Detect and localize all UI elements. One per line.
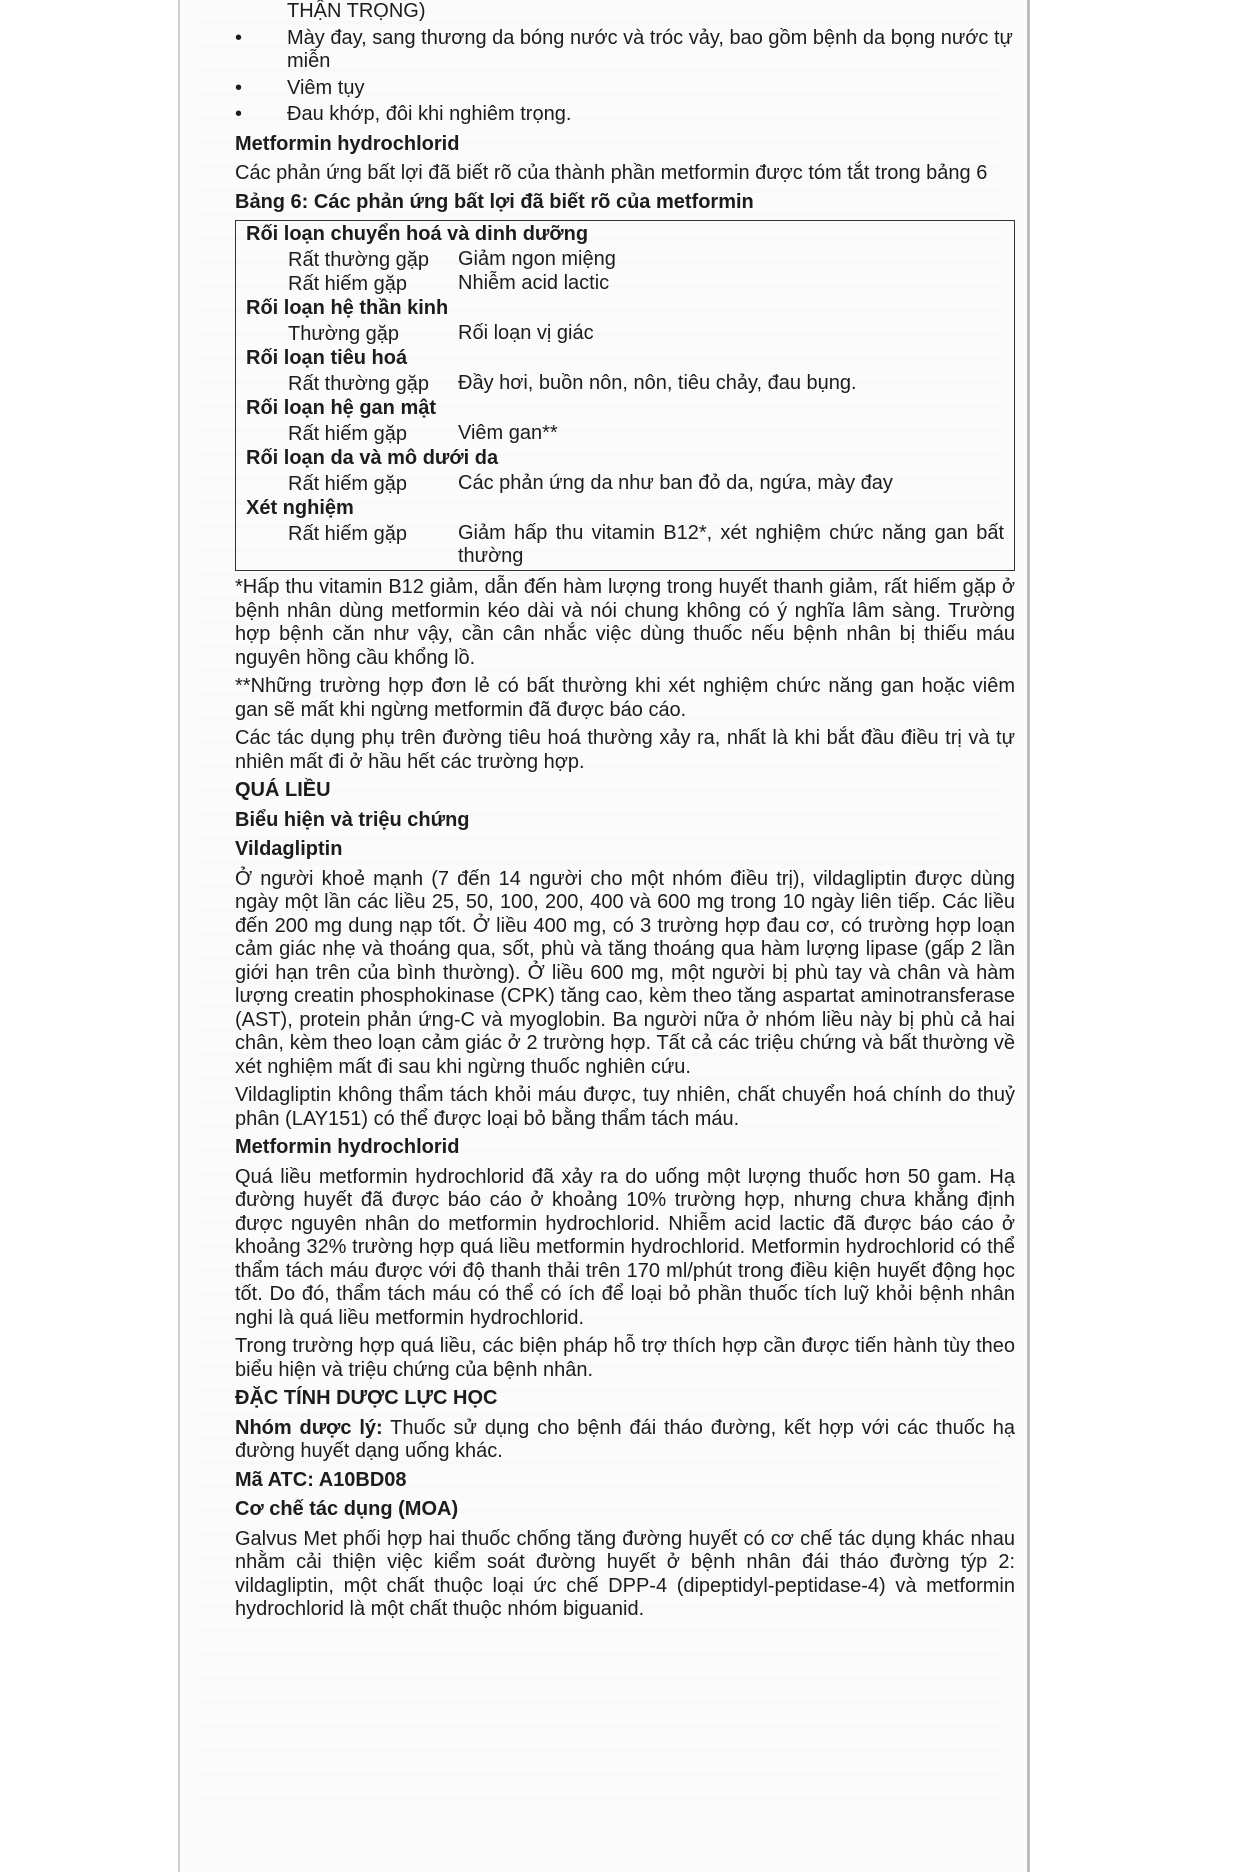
reaction-cell: Nhiễm acid lactic: [458, 272, 610, 294]
frequency-cell: Rất hiếm gặp: [288, 473, 407, 495]
frequency-cell: Rất hiếm gặp: [288, 423, 407, 445]
table-row: [246, 248, 1004, 272]
subheading-vildagliptin: Vildagliptin: [235, 838, 343, 860]
frequency-cell: Rất thường gặp: [288, 373, 430, 395]
footnote-vitamin-b12: *Hấp thu vitamin B12 giảm, dẫn đến hàm lượng trong huyết thanh giảm, rất hiếm gặp ở bệnh nhân dùng metformin kéo dài và nói chung không có ý nghĩa lâm sàng. Trường hợp bệnh căn như vậy, cần cân nhắc việc dùng thuốc nếu bệnh nhân bị thiếu máu nguyên hồng cầu khổng lồ.: [235, 576, 1015, 669]
reaction-cell: Các phản ứng da như ban đỏ da, ngứa, mày đay: [458, 472, 893, 494]
bullet-item: • Mày đay, sang thương da bóng nước và tróc vảy, bao gồm bệnh da bọng nước tự miễn: [235, 27, 1015, 74]
table-group-heading: Rối loạn chuyển hoá và dinh dưỡng: [246, 223, 589, 245]
document-body: [235, 0, 1015, 1627]
vildagliptin-dialysis-paragraph: Vildagliptin không thẩm tách khỏi máu được, tuy nhiên, chất chuyển hoá chính do thuỷ phân (LAY151) có thể được loại bỏ bằng thẩm tách máu.: [235, 1084, 1015, 1130]
frequency-cell: Rất hiếm gặp: [288, 273, 407, 295]
gi-side-effects-note: Các tác dụng phụ trên đường tiêu hoá thường xảy ra, nhất là khi bắt đầu điều trị và tự nhiên mất đi ở hầu hết các trường hợp.: [235, 727, 1015, 773]
table-row: [246, 322, 1004, 346]
table-group-heading: Xét nghiệm: [246, 497, 354, 519]
bullet-item: • Đau khớp, đôi khi nghiêm trọng.: [235, 103, 1015, 127]
frequency-cell: Rất thường gặp: [288, 249, 430, 271]
continuation-text: THẬN TRỌNG): [287, 0, 426, 22]
footnote-hepatitis: **Những trường hợp đơn lẻ có bất thường khi xét nghiệm chức năng gan hoặc viêm gan sẽ mất khi ngừng metformin đã được báo cáo.: [235, 675, 1015, 721]
bullet-item: • Viêm tụy: [235, 77, 1015, 101]
adverse-reactions-table: [235, 220, 1015, 571]
reaction-cell: Rối loạn vị giác: [458, 322, 594, 344]
section-heading-overdose: QUÁ LIỀU: [235, 779, 331, 801]
reaction-cell: Đầy hơi, buồn nôn, nôn, tiêu chảy, đau bụng.: [458, 372, 857, 394]
section-heading-pharmacodynamics: ĐẶC TÍNH DƯỢC LỰC HỌC: [235, 1387, 498, 1409]
vildagliptin-overdose-paragraph: Ở người khoẻ mạnh (7 đến 14 người cho một nhóm điều trị), vildagliptin được dùng ngày một lần các liều 25, 50, 100, 200, 400 và 600 mg trong 10 ngày liên tiếp. Các liều đến 200 mg dung nạp tốt. Ở liều 400 mg, có 3 trường hợp đau cơ, có trường hợp loạn cảm giác nhẹ và thoáng qua, sốt, phù và tăng thoáng qua hàm lượng lipase (gấp 2 lần giới hạn trên của bình thường). Ở liều 600 mg, một người bị phù tay và chân và hàm lượng creatin phosphokinase (CPK) tăng cao, kèm theo tăng aspartat aminotransferase (AST), protein phản ứng-C và myoglobin. Ba người nữa ở nhóm liều này bị phù cả hai chân, kèm theo loạn cảm giác ở 2 trường hợp. Tất cả các triệu chứng và bất thường về xét nghiệm mất đi sau khi ngừng thuốc nghiên cứu.: [235, 867, 1015, 1078]
table-row: [246, 372, 1004, 396]
table-group-heading: Rối loạn hệ gan mật: [246, 397, 437, 419]
frequency-cell: Thường gặp: [288, 323, 400, 345]
pharmacologic-group-text: Thuốc sử dụng cho bệnh đái tháo đường, kết hợp với các thuốc hạ đường huyết dạng uống khác.: [235, 1416, 1015, 1462]
table-caption: Bảng 6: Các phản ứng bất lợi đã biết rõ của metformin: [235, 190, 754, 213]
reaction-cell: Giảm ngon miệng: [458, 248, 616, 270]
subheading-symptoms: Biểu hiện và triệu chứng: [235, 808, 470, 831]
pharmacologic-group: [235, 1417, 1015, 1464]
subheading-moa: Cơ chế tác dụng (MOA): [235, 1498, 459, 1520]
moa-paragraph: Galvus Met phối hợp hai thuốc chống tăng đường huyết có cơ chế tác dụng khác nhau nhằm cải thiện việc kiểm soát đường huyết ở bệnh nhân đái tháo đường týp 2: vildagliptin, một chất thuộc loại ức chế DPP-4 (dipeptidyl-peptidase-4) và metformin hydrochlorid là một chất thuộc nhóm biguanid.: [235, 1527, 1015, 1620]
section-heading-metformin: Metformin hydrochlorid: [235, 132, 460, 155]
frequency-cell: Rất hiếm gặp: [288, 523, 407, 545]
metformin-intro: Các phản ứng bất lợi đã biết rõ của thành phần metformin được tóm tắt trong bảng 6: [235, 162, 988, 184]
table-group-heading: Rối loạn da và mô dưới da: [246, 447, 499, 469]
table-row: [246, 522, 1004, 568]
metformin-overdose-paragraph: Quá liều metformin hydrochlorid đã xảy ra do uống một lượng thuốc hơn 50 gam. Hạ đường huyết đã được báo cáo ở khoảng 10% trường hợp, nhưng chưa khẳng định được nguyên nhân do metformin hydrochlorid. Nhiễm acid lactic đã được báo cáo ở khoảng 32% trường hợp quá liều metformin hydrochlorid. Metformin hydrochlorid có thể thẩm tách máu được với độ thanh thải trên 170 ml/phút trong điều kiện huyết động học tốt. Do đó, thẩm tách máu có thể có ích để loại bỏ phần thuốc tích luỹ khỏi bệnh nhân nghi là quá liều metformin hydrochlorid.: [235, 1165, 1015, 1329]
reaction-cell: Viêm gan**: [458, 422, 558, 444]
table-row: [246, 472, 1004, 496]
metformin-overdose-support-paragraph: Trong trường hợp quá liều, các biện pháp hỗ trợ thích hợp cần được tiến hành tùy theo biểu hiện và triệu chứng của bệnh nhân.: [235, 1335, 1015, 1381]
subheading-metformin-overdose: Metformin hydrochlorid: [235, 1136, 460, 1158]
table-group-heading: Rối loạn hệ thần kinh: [246, 297, 449, 319]
table-row: [246, 422, 1004, 446]
adverse-bullet-list: [235, 27, 1015, 127]
pharmacologic-group-label: Nhóm dược lý:: [235, 1416, 383, 1439]
reaction-cell: Giảm hấp thu vitamin B12*, xét nghiệm chức năng gan bất thường: [458, 522, 1004, 567]
table-group-heading: Rối loạn tiêu hoá: [246, 347, 408, 369]
table-row: [246, 272, 1004, 296]
atc-code: Mã ATC: A10BD08: [235, 1468, 407, 1491]
